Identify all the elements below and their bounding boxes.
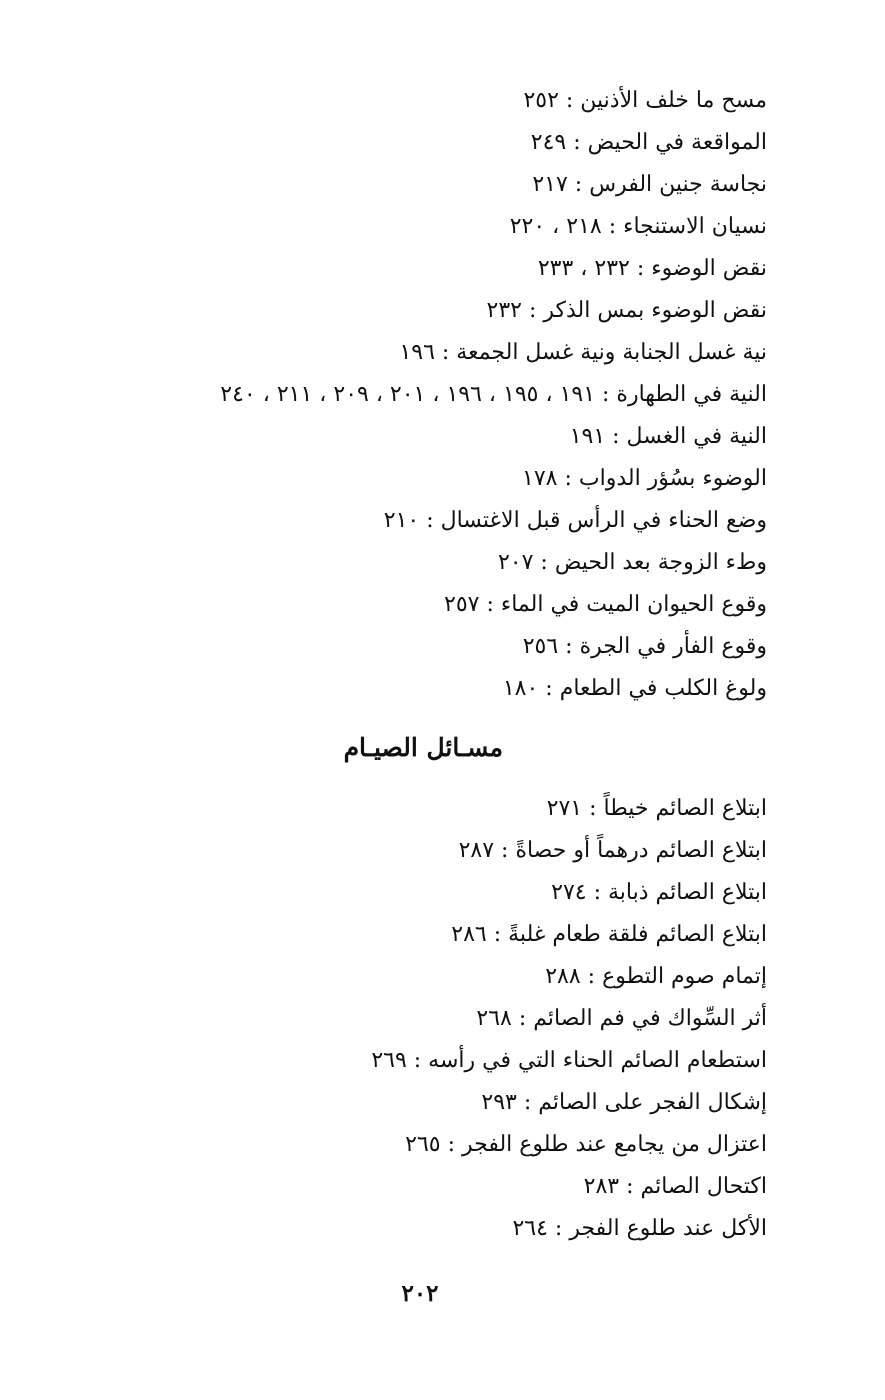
index-entry: ابتلاع الصائم خيطاً : ٢٧١ [546, 796, 767, 821]
index-entry: ولوغ الكلب في الطعام : ١٨٠ [502, 676, 767, 701]
index-entry: المواقعة في الحيض : ٢٤٩ [530, 130, 767, 155]
index-list-taharah [67, 80, 767, 710]
index-entry: الأكل عند طلوع الفجر : ٢٦٤ [512, 1216, 767, 1241]
index-entry: الوضوء بسُؤر الدواب : ١٧٨ [522, 466, 767, 491]
index-entry: ابتلاع الصائم ذبابة : ٢٧٤ [551, 880, 767, 905]
index-entry: نجاسة جنين الفرس : ٢١٧ [532, 172, 767, 197]
index-entry: نية غسل الجنابة ونية غسل الجمعة : ١٩٦ [399, 340, 767, 365]
index-entry: وقوع الحيوان الميت في الماء : ٢٥٧ [444, 592, 767, 617]
index-entry: وطء الزوجة بعد الحيض : ٢٠٧ [497, 550, 767, 575]
index-entry: نقض الوضوء بمس الذكر : ٢٣٢ [486, 298, 767, 323]
index-entry: استطعام الصائم الحناء التي في رأسه : ٢٦٩ [371, 1048, 767, 1073]
index-entry: النية في الطهارة : ١٩١ ، ١٩٥ ، ١٩٦ ، ٢٠١ ، ٢٠٩ ، ٢١١ ، ٢٤٠ [220, 382, 767, 407]
index-entry: نسيان الاستنجاء : ٢١٨ ، ٢٢٠ [509, 214, 767, 239]
page-number: ٢٠٢ [401, 1280, 439, 1307]
index-entry: أثر السِّواك في فم الصائم : ٢٦٨ [476, 1006, 767, 1031]
index-entry: إشكال الفجر على الصائم : ٢٩٣ [481, 1090, 767, 1115]
index-entry: إتمام صوم التطوع : ٢٨٨ [545, 964, 767, 989]
index-entry: وقوع الفأر في الجرة : ٢٥٦ [522, 634, 767, 659]
index-entry: اعتزال من يجامع عند طلوع الفجر : ٢٦٥ [405, 1132, 767, 1157]
index-entry: نقض الوضوء : ٢٣٢ ، ٢٣٣ [537, 256, 767, 281]
index-entry: اكتحال الصائم : ٢٨٣ [583, 1174, 767, 1199]
index-entry: وضع الحناء في الرأس قبل الاغتسال : ٢١٠ [383, 508, 767, 533]
index-entry: ابتلاع الصائم درهماً أو حصاةً : ٢٨٧ [458, 838, 767, 863]
index-entry: ابتلاع الصائم فلقة طعام غلبةً : ٢٨٦ [451, 922, 767, 947]
index-entry: مسح ما خلف الأذنين : ٢٥٢ [523, 88, 767, 113]
index-entry: النية في الغسل : ١٩١ [569, 424, 767, 449]
section-heading-siyam: مسـائل الصيـام [343, 733, 503, 762]
index-list-siyam [67, 788, 767, 1250]
